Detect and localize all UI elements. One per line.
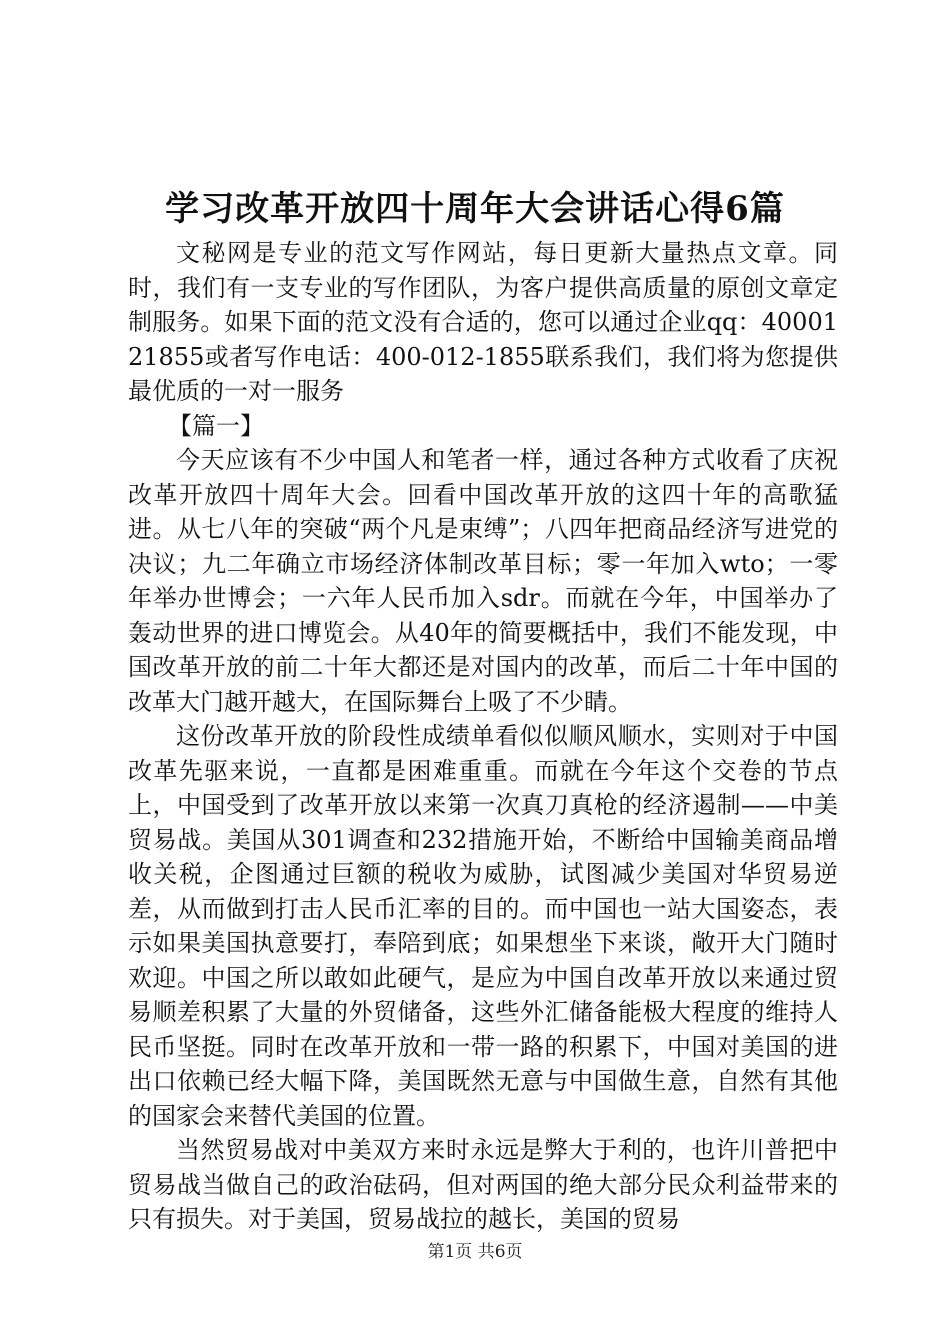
document-title: 学习改革开放四十周年大会讲话心得6篇 — [165, 189, 785, 229]
body-paragraph: 这份改革开放的阶段性成绩单看似似顺风顺水，实则对于中国改革先驱来说，一直都是困难重重。而就在今年这个交卷的节点上，中国受到了改革开放以来第一次真刀真枪的经济遏制——中美贸易战。美国从301调查和232措施开始，不断给中国输美商品增收关税，企图通过巨额的税收为威胁，试图减少美国对华贸易逆差，从而做到打击人民币汇率的目的。而中国也一站大国姿态，表示如果美国执意要打，奉陪到底；如果想坐下来谈，敞开大门随时欢迎。中国之所以敢如此硬气，是应为中国自改革开放以来通过贸易顺差积累了大量的外贸储备，这些外汇储备能极大程度的维持人民币坚挺。同时在改革开放和一带一路的积累下，中国对美国的进出口依赖已经大幅下降，美国既然无意与中国做生意，自然有其他的国家会来替代美国的位置。 — [128, 722, 838, 1130]
body-paragraph: 今天应该有不少中国人和笔者一样，通过各种方式收看了庆祝改革开放四十周年大会。回看中国改革开放的这四十年的高歌猛进。从七八年的突破“两个凡是束缚”；八四年把商品经济写进党的决议；九二年确立市场经济体制改革目标；零一年加入wto；一零年举办世博会；一六年人民币加入sdr。而就在今年，中国举办了轰动世界的进口博览会。从40年的简要概括中，我们不能发现，中国改革开放的前二十年大都还是对国内的改革，而后二十年中国的改革大门越开越大，在国际舞台上吸了不少睛。 — [128, 446, 838, 716]
page-footer: 第1页 共6页 — [427, 1242, 523, 1262]
section-heading: 【篇一】 — [168, 411, 264, 440]
body-paragraph: 当然贸易战对中美双方来时永远是弊大于利的，也许川普把中贸易战当做自己的政治砝码，但对两国的绝大部分民众利益带来的只有损失。对于美国，贸易战拉的越长，美国的贸易 — [128, 1136, 838, 1233]
document-body — [128, 236, 838, 1237]
intro-paragraph: 文秘网是专业的范文写作网站，每日更新大量热点文章。同时，我们有一支专业的写作团队，为客户提供高质量的原创文章定制服务。如果下面的范文没有合适的，您可以通过企业qq：4000121855或者写作电话：400-012-1855联系我们，我们将为您提供最优质的一对一服务 — [128, 239, 838, 405]
